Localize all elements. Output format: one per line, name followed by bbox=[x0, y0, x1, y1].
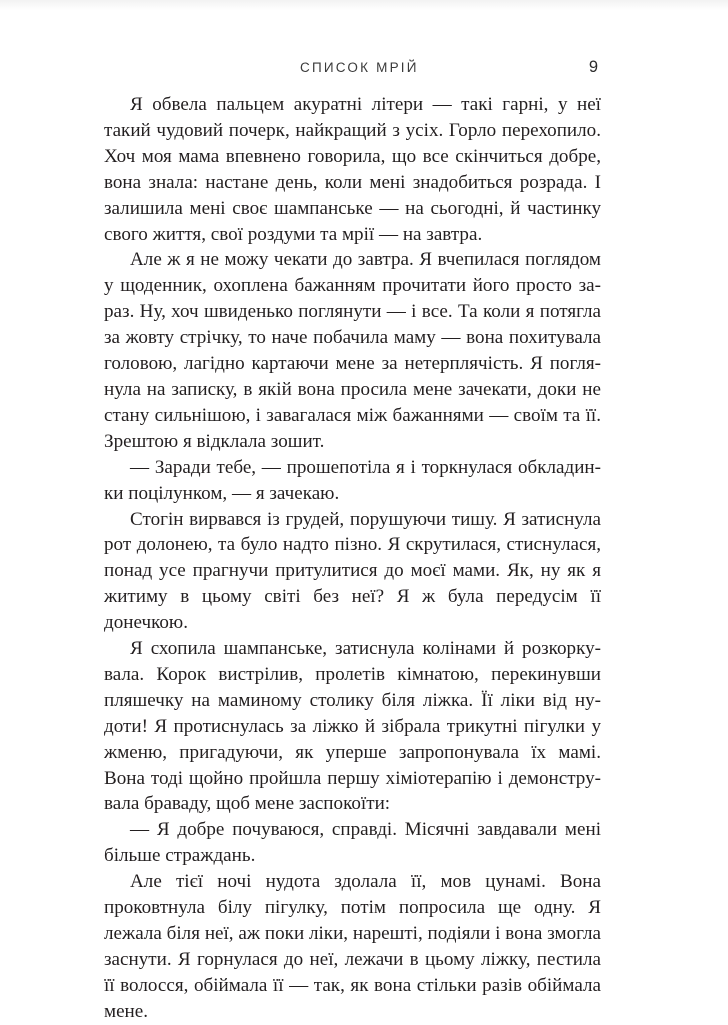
paragraph: Стогін вирвався із грудей, порушуючи тишу. Я затиснула рот долонею, та було надто пізно. Я скрутилася, стиснулася, понад усе прагнучи притулитися до моєї мами. Як, ну як я житиму в цьому світі без неї? Я ж була передусім її донечкою. bbox=[104, 508, 601, 634]
paragraph: — Заради тебе, — прошепотіла я і торкнулася обкладинки поцілунком, — я зачекаю. bbox=[104, 456, 601, 504]
running-title: СПИСОК МРІЙ bbox=[300, 60, 419, 75]
paragraph: Але тієї ночі нудота здолала її, мов цунамі. Вона проковтнула білу пігулку, потім попросила ще одну. Я лежала біля неї, аж поки ліки, нарешті, подіяли і вона змогла заснути. Я горнулася до неї, лежачи в цьому ліжку, пестила її волосся, обіймала її — так, як вона стільки разів обіймала мене. bbox=[104, 871, 601, 1022]
page-top-edge bbox=[0, 0, 728, 10]
paragraph: Але ж я не можу чекати до завтра. Я вчепилася поглядом у щоденник, охоплена бажанням прочитати його просто зараз. Ну, хоч швиденько поглянути — і все. Та коли я потягла за жовту стрічку, то наче побачила маму — вона похитувала головою, лагідно картаючи мене за нетерплячість. Я поглянула на записку, в якій вона просила мене зачекати, доки не стану сильнішою, і завагалася між бажаннями — своїм та її. Зрештою я відклала зошит. bbox=[104, 249, 601, 452]
body-text bbox=[104, 92, 601, 1025]
paragraph: — Я добре почуваюся, справді. Місячні завдавали мені більше страждань. bbox=[104, 819, 601, 867]
page-number: 9 bbox=[588, 58, 598, 76]
running-head bbox=[0, 60, 728, 84]
paragraph: Я обвела пальцем акуратні літери — такі гарні, у неї такий чудовий почерк, найкращий з усіх. Горло перехопило. Хоч моя мама впевнено говорила, що все скінчиться добре, вона знала: настане день, коли мені знадобиться розрада. І залишила мені своє шампанське — на сьогодні, й частинку свого життя, свої роздуми та мрії — на завтра. bbox=[104, 94, 601, 245]
paragraph: Я схопила шампанське, затиснула колінами й розкоркувала. Корок вистрілив, пролетів кімнатою, перекинувши пляшечку на маминому столику біля ліжка. Її ліки від нудоти! Я протиснулась за ліжко й зібрала трикутні пігулки у жменю, пригадуючи, як уперше запропонувала їх мамі. Вона тоді щойно пройшла першу хіміотерапію і демонструвала браваду, щоб мене заспокоїти: bbox=[104, 638, 601, 815]
